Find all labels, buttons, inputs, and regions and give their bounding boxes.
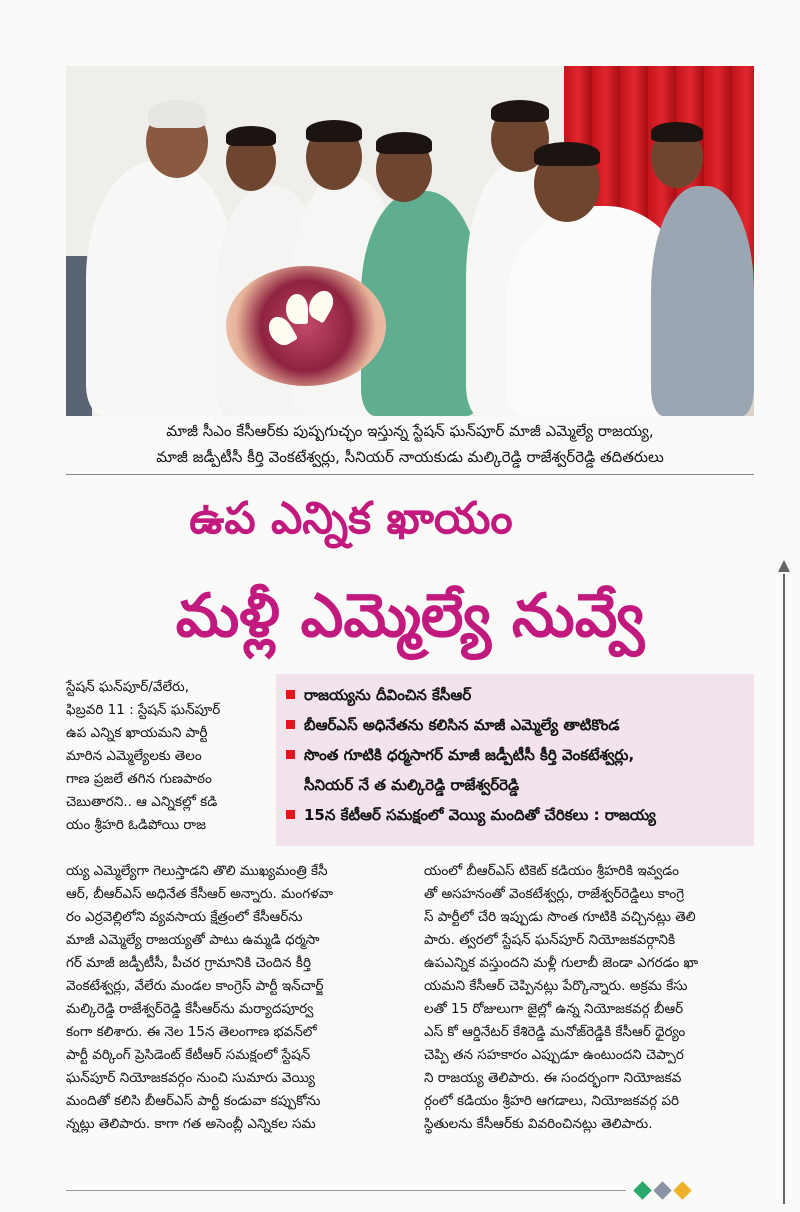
highlight-item: 15న కేటీఆర్ సమక్షంలో వెయ్యి మందితో చేరికలు : రాజయ్య (286, 800, 748, 830)
highlight-item-continued: సీనియర్ నే త మల్కిరెడ్డి రాజేశ్వర్‌రెడ్డి (304, 776, 520, 794)
footer-divider (66, 1190, 626, 1191)
bullet-square-icon (286, 690, 295, 699)
bullet-square-icon (286, 810, 295, 819)
highlight-item: రాజయ్యను దీవించిన కేసీఆర్ (286, 680, 748, 710)
caption-line-2: మాజీ జడ్పీటీసీ కీర్తి వెంకటేశ్వర్లు, సీనియర్ నాయకుడు మల్కిరెడ్డి రాజేశ్వర్‌రెడ్డి తదితరులు (156, 448, 664, 466)
vertical-arrow-rule (778, 560, 790, 1210)
diamond-icon (653, 1181, 671, 1199)
bullet-square-icon (286, 720, 295, 729)
headline-top: ఉప ఎన్నిక ఖాయం (189, 493, 513, 544)
bullet-square-icon (286, 750, 295, 759)
bouquet-icon (226, 266, 386, 386)
photo-caption (66, 418, 754, 470)
diamond-icon (633, 1181, 651, 1199)
article-intro-column: స్టేషన్ ఘన్‌పూర్/వేలేరు, ఫిబ్రవరి 11 : స్టేషన్ ఘన్‌పూర్ ఉప ఎన్నిక ఖాయమని పార్టీ మారిన ఎమ్మెల్యేలకు తెలం గాణ ప్రజలే తగిన గుణపాఠం చెబుతారని.. ఆ ఎన్నికల్లో కడి యం శ్రీహరి ఓడిపోయి రాజ (66, 679, 221, 833)
highlights-box (276, 674, 754, 846)
caption-line-1: మాజీ సీఎం కేసీఆర్‌కు పుష్పగుచ్ఛం ఇస్తున్న స్టేషన్ ఘన్‌పూర్ మాజీ ఎమ్మెల్యే రాజయ్య, (166, 422, 654, 440)
article-column-left: య్య ఎమ్మెల్యేగా గెలుస్తాడని తొలి ముఖ్యమంత్రి కేసీ ఆర్, బీఆర్‌ఎస్ అధినేత కేసీఆర్ అన్నారు. మంగళవా రం ఎర్రవెల్లిలోని వ్యవసాయ క్షేత్రంలో కేసీఆర్‌ను మాజీ ఎమ్మెల్యే రాజయ్యతో పాటు ఉమ్మడి ధర్మసా గర్ మాజీ జడ్పీటీసీ, పీచర గ్రామానికి చెందిన కీర్తి వెంకటేశ్వర్లు, వేలేరు మండల కాంగ్రెస్ పార్టీ ఇన్‌చార్జ్ మల్కిరెడ్డి రాజేశ్వర్‌రెడ్డి కేసీఆర్‌ను మర్యాదపూర్వ కంగా కలిశారు. ఈ నెల 15న తెలంగాణ భవన్‌లో పార్టీ వర్కింగ్ ప్రెసిడెంట్ కేటీఆర్ సమక్షంలో స్టేషన్ ఘన్‌పూర్ నియోజకవర్గం నుంచి సుమారు వెయ్యి మందితో కలిసి బీఆర్‌ఎస్ పార్టీ కండువా కప్పుకోను న్నట్లు తెలిపారు. కాగా గత అసెంబ్లీ ఎన్నికల సమ (66, 863, 333, 1132)
person-kcr (86, 161, 236, 416)
up-arrow-icon (778, 560, 790, 572)
caption-divider (66, 474, 754, 475)
highlight-item: బీఆర్‌ఎస్ అధినేతను కలిసిన మాజీ ఎమ్మెల్యే తాటికొండ (286, 710, 748, 740)
footer-diamond-ornament (632, 1181, 702, 1201)
article-column-right: యంలో బీఆర్‌ఎస్ టికెట్ కడియం శ్రీహరికి ఇవ్వడం తో అసహనంతో వెంకటేశ్వర్లు, రాజేశ్వర్‌రెడ్డిలు కాంగ్రె స్ పార్టీలో చేరి ఇప్పుడు సొంత గూటికి వచ్చినట్లు తెలి పారు. త్వరలో స్టేషన్ ఘన్‌పూర్ నియోజకవర్గానికి ఉపఎన్నిక వస్తుందని మళ్లీ గులాబీ జెండా ఎగరడం ఖా యమని కేసీఆర్ చెప్పినట్లు పేర్కొన్నారు. అక్రమ కేసు లతో 15 రోజులుగా జైల్లో ఉన్న నియోజకవర్గ బీఆర్ ఎస్ కో ఆర్డినేటర్ కేశిరెడ్డి మనోజ్‌రెడ్డికి కేసీఆర్ ధైర్యం చెప్పి తన సహకారం ఎప్పుడూ ఉంటుందని చెప్పార ని రాజయ్య తెలిపారు. ఈ సందర్భంగా నియోజకవ ర్గంలో కడియం శ్రీహరి ఆగడాలు, నియోజకవర్గ పరి స్థితులను కేసీఆర్‌కు వివరించినట్లు తెలిపారు. (424, 863, 699, 1132)
person-security (651, 186, 754, 416)
highlight-item: సొంత గూటికి ధర్మసాగర్ మాజీ జడ్పీటీసీ కీర్తి వెంకటేశ్వర్లు, (286, 740, 748, 770)
news-photo (66, 66, 754, 416)
headline-main: మళ్లీ ఎమ్మెల్యే నువ్వే (175, 581, 645, 651)
diamond-icon (673, 1181, 691, 1199)
